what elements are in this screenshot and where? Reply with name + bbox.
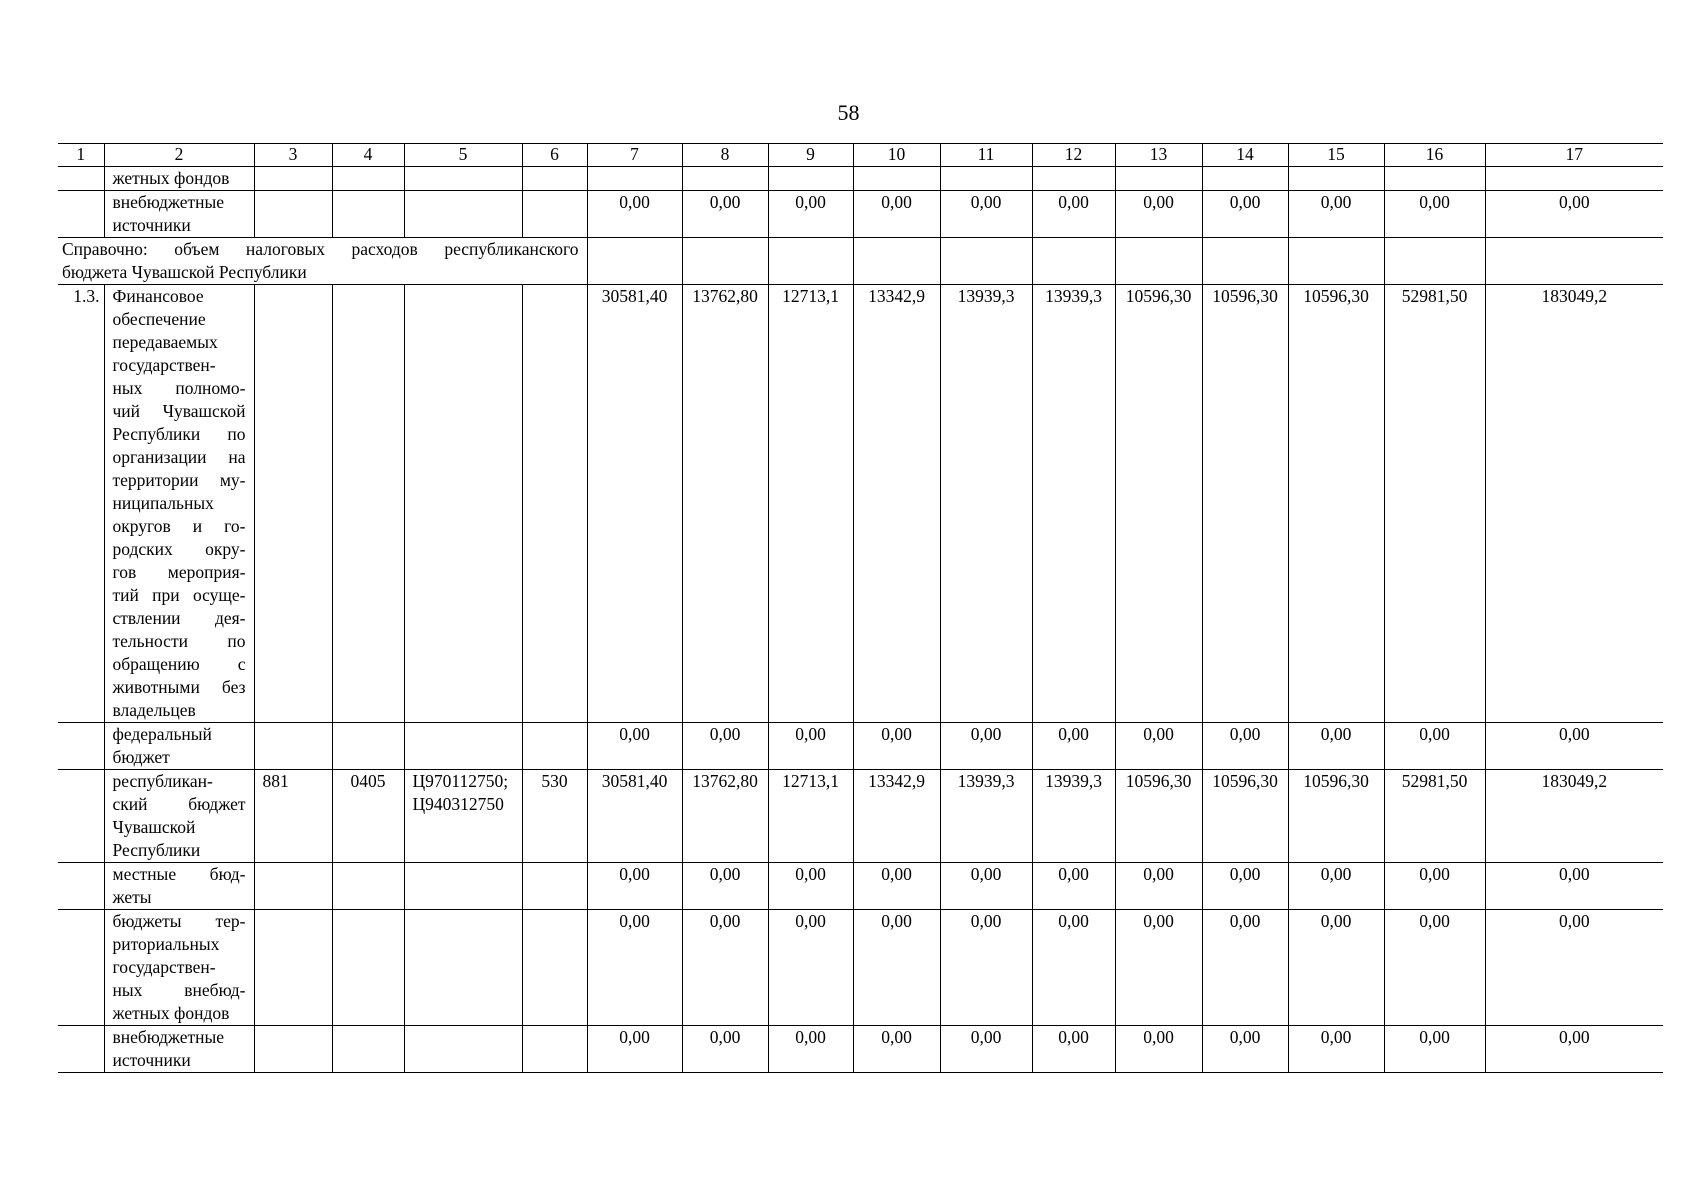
value-cell-col-7: 30581,40 — [587, 770, 682, 863]
row-label-line: обращению с — [112, 654, 246, 674]
value-cell-col-13: 0,00 — [1115, 1026, 1202, 1073]
row-label-line: владельцев — [112, 700, 196, 720]
code-cell-col-3: 881 — [254, 770, 332, 863]
row-label-line: тий при осуще- — [112, 585, 246, 605]
value-cell-col-10 — [853, 238, 940, 285]
value-cell-col-13: 10596,30 — [1115, 770, 1202, 863]
column-header-15: 15 — [1288, 144, 1384, 167]
value-cell-col-17 — [1485, 167, 1663, 191]
empty-cell — [254, 910, 332, 1026]
value-cell-col-12: 0,00 — [1032, 1026, 1115, 1073]
value-cell-col-15: 0,00 — [1288, 1026, 1384, 1073]
value-cell-col-13: 0,00 — [1115, 191, 1202, 238]
value-cell-col-7 — [587, 167, 682, 191]
value-cell-col-16: 0,00 — [1384, 723, 1485, 770]
row-label-line: внебюджетные — [112, 192, 225, 212]
value-cell-col-9: 0,00 — [768, 723, 853, 770]
row-label-line: федеральный — [112, 724, 212, 744]
value-cell-col-7: 0,00 — [587, 1026, 682, 1073]
reference-note-line: Справочно: объем налоговых расходов республиканского — [62, 239, 579, 259]
empty-cell — [522, 863, 587, 910]
value-cell-col-15: 10596,30 — [1288, 770, 1384, 863]
column-header-9: 9 — [768, 144, 853, 167]
empty-cell — [404, 723, 522, 770]
row-label — [104, 285, 254, 723]
row-label-line: жеты — [112, 887, 152, 907]
empty-cell — [522, 1026, 587, 1073]
value-cell-col-12: 13939,3 — [1032, 285, 1115, 723]
empty-cell — [332, 167, 404, 191]
value-cell-col-12: 0,00 — [1032, 723, 1115, 770]
row-label-line: гов мероприя- — [112, 562, 246, 582]
value-cell-col-15 — [1288, 238, 1384, 285]
table-row-federal-budget — [58, 723, 1663, 770]
value-cell-col-13: 0,00 — [1115, 723, 1202, 770]
row-label-line: ных внебюд- — [112, 980, 246, 1000]
code-line: Ц940312750 — [412, 794, 504, 814]
value-cell-col-8: 0,00 — [682, 1026, 768, 1073]
row-label-line: государствен- — [112, 355, 216, 375]
value-cell-col-15: 0,00 — [1288, 191, 1384, 238]
empty-cell — [332, 285, 404, 723]
row-label-line: ствлении дея- — [112, 608, 246, 628]
row-number-cell — [58, 910, 104, 1026]
value-cell-col-16 — [1384, 238, 1485, 285]
column-header-16: 16 — [1384, 144, 1485, 167]
value-cell-col-14: 10596,30 — [1202, 770, 1288, 863]
value-cell-col-17: 0,00 — [1485, 863, 1663, 910]
value-cell-col-15: 0,00 — [1288, 723, 1384, 770]
value-cell-col-11: 13939,3 — [940, 770, 1032, 863]
value-cell-col-12: 0,00 — [1032, 863, 1115, 910]
row-number-cell: 1.3. — [58, 285, 104, 723]
empty-cell — [522, 191, 587, 238]
row-label-line: местные бюд- — [112, 864, 246, 884]
value-cell-col-11: 0,00 — [940, 863, 1032, 910]
value-cell-col-16: 0,00 — [1384, 191, 1485, 238]
value-cell-col-14: 0,00 — [1202, 191, 1288, 238]
value-cell-col-13: 0,00 — [1115, 910, 1202, 1026]
row-label-line: родских окру- — [112, 539, 246, 559]
value-cell-col-10: 0,00 — [853, 191, 940, 238]
row-label — [104, 770, 254, 863]
empty-cell — [522, 167, 587, 191]
row-number-cell — [58, 191, 104, 238]
value-cell-col-17 — [1485, 238, 1663, 285]
column-header-17: 17 — [1485, 144, 1663, 167]
row-number-cell — [58, 863, 104, 910]
column-header-10: 10 — [853, 144, 940, 167]
value-cell-col-16: 52981,50 — [1384, 285, 1485, 723]
row-label-line: чий Чувашской — [112, 401, 246, 421]
row-label-line: Республики — [112, 840, 201, 860]
value-cell-col-11: 13939,3 — [940, 285, 1032, 723]
row-label-line: передаваемых — [112, 332, 218, 352]
value-cell-col-7: 0,00 — [587, 863, 682, 910]
reference-note — [58, 238, 587, 285]
empty-cell — [404, 285, 522, 723]
row-label-line: ниципальных — [112, 493, 214, 513]
column-header-8: 8 — [682, 144, 768, 167]
value-cell-col-11: 0,00 — [940, 1026, 1032, 1073]
empty-cell — [254, 863, 332, 910]
value-cell-col-8: 0,00 — [682, 191, 768, 238]
value-cell-col-12 — [1032, 167, 1115, 191]
column-header-2: 2 — [104, 144, 254, 167]
value-cell-col-12: 0,00 — [1032, 910, 1115, 1026]
code-cell-col-5 — [404, 770, 522, 863]
empty-cell — [254, 1026, 332, 1073]
empty-cell — [404, 1026, 522, 1073]
table-row-continued-funds — [58, 167, 1663, 191]
value-cell-col-9 — [768, 238, 853, 285]
value-cell-col-16 — [1384, 167, 1485, 191]
table-row-territorial-funds — [58, 910, 1663, 1026]
row-label-line: государствен- — [112, 957, 216, 977]
row-label-line: обеспечение — [112, 309, 206, 329]
row-label-line: округов и го- — [112, 516, 246, 536]
value-cell-col-10: 13342,9 — [853, 285, 940, 723]
value-cell-col-17: 0,00 — [1485, 910, 1663, 1026]
value-cell-col-16: 0,00 — [1384, 863, 1485, 910]
table-row-reference — [58, 238, 1663, 285]
value-cell-col-9 — [768, 167, 853, 191]
value-cell-col-16: 0,00 — [1384, 910, 1485, 1026]
empty-cell — [254, 285, 332, 723]
empty-cell — [404, 191, 522, 238]
column-header-row — [58, 144, 1663, 167]
empty-cell — [522, 723, 587, 770]
code-cell-col-6: 530 — [522, 770, 587, 863]
reference-note-line: бюджета Чувашской Республики — [62, 262, 307, 282]
value-cell-col-14: 0,00 — [1202, 723, 1288, 770]
row-label — [104, 1026, 254, 1073]
row-label — [104, 863, 254, 910]
empty-cell — [332, 191, 404, 238]
empty-cell — [404, 167, 522, 191]
table-row-republic-budget — [58, 770, 1663, 863]
column-header-12: 12 — [1032, 144, 1115, 167]
value-cell-col-14 — [1202, 167, 1288, 191]
value-cell-col-15: 0,00 — [1288, 863, 1384, 910]
value-cell-col-14: 0,00 — [1202, 910, 1288, 1026]
value-cell-col-15: 10596,30 — [1288, 285, 1384, 723]
column-header-11: 11 — [940, 144, 1032, 167]
value-cell-col-10: 0,00 — [853, 723, 940, 770]
value-cell-col-14: 10596,30 — [1202, 285, 1288, 723]
value-cell-col-14: 0,00 — [1202, 1026, 1288, 1073]
empty-cell — [332, 723, 404, 770]
value-cell-col-17: 0,00 — [1485, 191, 1663, 238]
row-number-cell — [58, 1026, 104, 1073]
empty-cell — [254, 191, 332, 238]
code-cell-col-4: 0405 — [332, 770, 404, 863]
column-header-7: 7 — [587, 144, 682, 167]
value-cell-col-13: 0,00 — [1115, 863, 1202, 910]
value-cell-col-8: 0,00 — [682, 910, 768, 1026]
row-label-line: бюджет — [112, 747, 170, 767]
value-cell-col-8 — [682, 167, 768, 191]
value-cell-col-17: 0,00 — [1485, 1026, 1663, 1073]
value-cell-col-9: 12713,1 — [768, 770, 853, 863]
code-line: Ц970112750; — [412, 771, 509, 791]
empty-cell — [332, 1026, 404, 1073]
row-label-line: организации на — [112, 447, 246, 467]
empty-cell — [404, 910, 522, 1026]
column-header-6: 6 — [522, 144, 587, 167]
value-cell-col-13 — [1115, 238, 1202, 285]
value-cell-col-17: 183049,2 — [1485, 770, 1663, 863]
value-cell-col-11 — [940, 238, 1032, 285]
value-cell-col-9: 0,00 — [768, 1026, 853, 1073]
value-cell-col-17: 183049,2 — [1485, 285, 1663, 723]
value-cell-col-7 — [587, 238, 682, 285]
value-cell-col-13 — [1115, 167, 1202, 191]
value-cell-col-8 — [682, 238, 768, 285]
row-label-line: риториальных — [112, 934, 220, 954]
row-label-line: источники — [112, 1050, 191, 1070]
row-label-line: территории му- — [112, 470, 246, 490]
row-label-line: бюджеты тер- — [112, 911, 246, 931]
row-label — [104, 910, 254, 1026]
value-cell-col-8: 0,00 — [682, 863, 768, 910]
row-number-cell — [58, 167, 104, 191]
row-label — [104, 723, 254, 770]
value-cell-col-8: 13762,80 — [682, 770, 768, 863]
value-cell-col-10 — [853, 167, 940, 191]
column-header-3: 3 — [254, 144, 332, 167]
value-cell-col-7: 0,00 — [587, 191, 682, 238]
value-cell-col-13: 10596,30 — [1115, 285, 1202, 723]
value-cell-col-8: 13762,80 — [682, 285, 768, 723]
value-cell-col-17: 0,00 — [1485, 723, 1663, 770]
row-label-line: республикан- — [112, 771, 213, 791]
row-label-line: источники — [112, 215, 191, 235]
row-label-line: Чувашской — [112, 817, 196, 837]
value-cell-col-16: 52981,50 — [1384, 770, 1485, 863]
empty-cell — [404, 863, 522, 910]
value-cell-col-9: 0,00 — [768, 910, 853, 1026]
row-label-line: животными без — [112, 677, 246, 697]
column-header-5: 5 — [404, 144, 522, 167]
column-header-14: 14 — [1202, 144, 1288, 167]
value-cell-col-10: 0,00 — [853, 863, 940, 910]
row-label-line: внебюджетные — [112, 1027, 225, 1047]
value-cell-col-10: 0,00 — [853, 1026, 940, 1073]
value-cell-col-9: 0,00 — [768, 863, 853, 910]
row-label — [104, 167, 254, 191]
column-header-4: 4 — [332, 144, 404, 167]
value-cell-col-10: 0,00 — [853, 910, 940, 1026]
value-cell-col-9: 0,00 — [768, 191, 853, 238]
row-label-line: жетных фондов — [112, 168, 230, 188]
value-cell-col-11: 0,00 — [940, 910, 1032, 1026]
value-cell-col-12 — [1032, 238, 1115, 285]
value-cell-col-14: 0,00 — [1202, 863, 1288, 910]
row-number-cell — [58, 770, 104, 863]
table-row-offbudget-sources — [58, 1026, 1663, 1073]
value-cell-col-16: 0,00 — [1384, 1026, 1485, 1073]
page-number: 58 — [837, 100, 860, 125]
value-cell-col-11: 0,00 — [940, 723, 1032, 770]
value-cell-col-14 — [1202, 238, 1288, 285]
table-row-local-budgets — [58, 863, 1663, 910]
row-label-line: ных полномо- — [112, 378, 246, 398]
empty-cell — [254, 167, 332, 191]
column-header-13: 13 — [1115, 144, 1202, 167]
table-row-item-1-3 — [58, 285, 1663, 723]
table-row-continued-offbudget — [58, 191, 1663, 238]
value-cell-col-7: 0,00 — [587, 723, 682, 770]
row-label — [104, 191, 254, 238]
empty-cell — [522, 285, 587, 723]
empty-cell — [332, 910, 404, 1026]
value-cell-col-8: 0,00 — [682, 723, 768, 770]
row-number-cell — [58, 723, 104, 770]
value-cell-col-7: 30581,40 — [587, 285, 682, 723]
row-label-line: ский бюджет — [112, 794, 246, 814]
row-label-line: Финансовое — [112, 286, 204, 306]
value-cell-col-15 — [1288, 167, 1384, 191]
value-cell-col-12: 0,00 — [1032, 191, 1115, 238]
empty-cell — [332, 863, 404, 910]
empty-cell — [522, 910, 587, 1026]
column-header-1: 1 — [58, 144, 104, 167]
value-cell-col-9: 12713,1 — [768, 285, 853, 723]
value-cell-col-10: 13342,9 — [853, 770, 940, 863]
value-cell-col-15: 0,00 — [1288, 910, 1384, 1026]
empty-cell — [254, 723, 332, 770]
row-label-line: Республики по — [112, 424, 246, 444]
row-label-line: жетных фондов — [112, 1003, 230, 1023]
value-cell-col-11: 0,00 — [940, 191, 1032, 238]
row-label-line: тельности по — [112, 631, 246, 651]
budget-table — [58, 143, 1663, 1073]
value-cell-col-7: 0,00 — [587, 910, 682, 1026]
value-cell-col-12: 13939,3 — [1032, 770, 1115, 863]
value-cell-col-11 — [940, 167, 1032, 191]
